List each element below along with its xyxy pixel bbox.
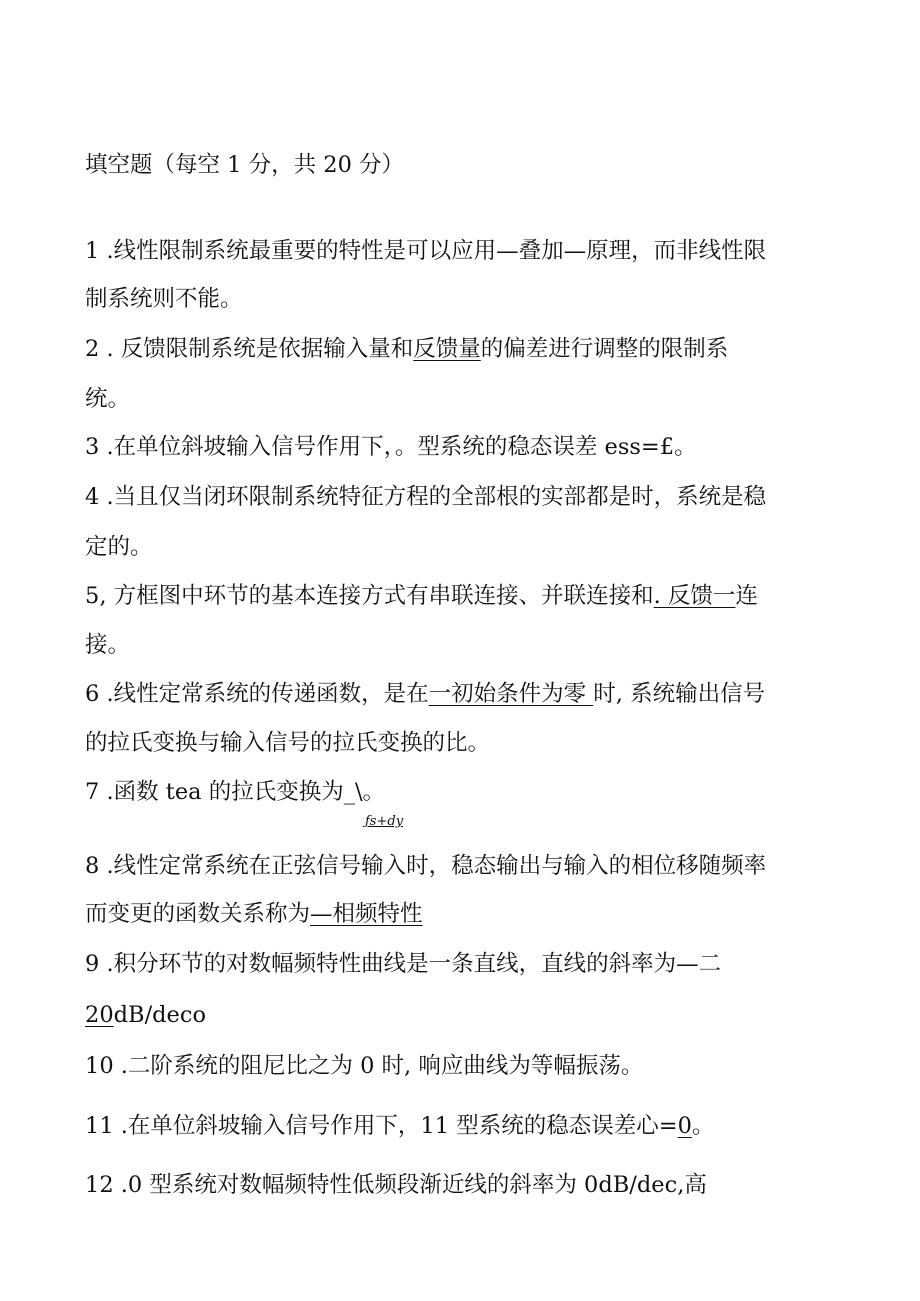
answer-underlined: 反馈量 — [413, 336, 481, 362]
text: 7 .函数 tea 的拉氏变换为 — [85, 779, 344, 805]
text: 的偏差进行调整的限制系 — [480, 336, 729, 362]
item-7-line-1 — [85, 777, 385, 807]
answer-underlined: 20 — [85, 1002, 114, 1028]
text: 11 .在单位斜坡输入信号作用下，11 型系统的稳态误差心= — [85, 1113, 678, 1139]
item-12-line-1 — [85, 1170, 707, 1200]
item-5-line-2 — [85, 630, 130, 660]
text: 。 — [362, 779, 386, 805]
text: 时, 系统输出信号 — [593, 681, 766, 707]
fraction-denominator: ƒs+dy — [365, 814, 404, 829]
item-9-line-1 — [85, 949, 721, 979]
text: 定的。 — [85, 534, 153, 560]
item-10-line-1 — [85, 1051, 643, 1081]
item-4-line-1 — [85, 482, 766, 512]
item-3-line-1 — [85, 432, 697, 462]
text: 4 .当且仅当闭环限制系统特征方程的全部根的实部都是时，系统是稳 — [85, 484, 767, 510]
text: 。 — [691, 1113, 715, 1139]
item-1-line-1 — [85, 236, 766, 266]
text: dB/deco — [113, 1002, 207, 1028]
text: 5, 方框图中环节的基本连接方式有串联连接、并联连接和 — [85, 583, 654, 609]
text: 8 .线性定常系统在正弦信号输入时，稳态输出与输入的相位移随频率 — [85, 853, 767, 879]
item-6-line-1 — [85, 679, 765, 709]
item-2-line-2 — [85, 384, 130, 414]
section-title: 填空题（每空 1 分，共 20 分） — [85, 152, 405, 178]
item-4-line-2 — [85, 532, 153, 562]
text: 1 .线性限制系统最重要的特性是可以应用—叠加—原理，而非线性限 — [85, 238, 767, 264]
item-8-line-1 — [85, 851, 766, 881]
answer-underlined: . 反馈一 — [653, 583, 736, 609]
text: 3 .在单位斜坡输入信号作用下，。型系统的稳态误差 ess=£。 — [85, 434, 697, 460]
text: 10 .二阶系统的阻尼比之为 0 时, 响应曲线为等幅振荡。 — [85, 1053, 644, 1079]
text: 2 . 反馈限制系统是依据输入量和 — [85, 336, 414, 362]
text: 接。 — [85, 632, 131, 658]
answer-underlined: —相频特性 — [310, 901, 423, 927]
text: 9 .积分环节的对数幅频特性曲线是一条直线，直线的斜率为—二 — [85, 951, 722, 977]
text: 连 — [735, 583, 758, 609]
text: 统。 — [85, 386, 131, 412]
item-6-line-2 — [85, 728, 490, 758]
item-9-line-2 — [85, 1000, 206, 1030]
answer-underlined: 0 — [677, 1113, 692, 1139]
text: 的拉氏变换与输入信号的拉氏变换的比。 — [85, 730, 491, 756]
item-8-line-2 — [85, 899, 423, 929]
text: 而变更的函数关系称为 — [85, 901, 311, 927]
item-2-line-1 — [85, 334, 728, 364]
text: 12 .0 型系统对数幅频特性低频段渐近线的斜率为 0dB∕dec,高 — [85, 1172, 707, 1198]
item-5-line-1 — [85, 581, 758, 611]
text: _\ — [343, 779, 363, 805]
item-11-line-1 — [85, 1111, 714, 1141]
answer-underlined: 一初始条件为零 — [428, 681, 594, 707]
text: 制系统则不能。 — [85, 286, 243, 312]
text: 6 .线性定常系统的传递函数，是在 — [85, 681, 429, 707]
item-1-line-2 — [85, 284, 243, 314]
